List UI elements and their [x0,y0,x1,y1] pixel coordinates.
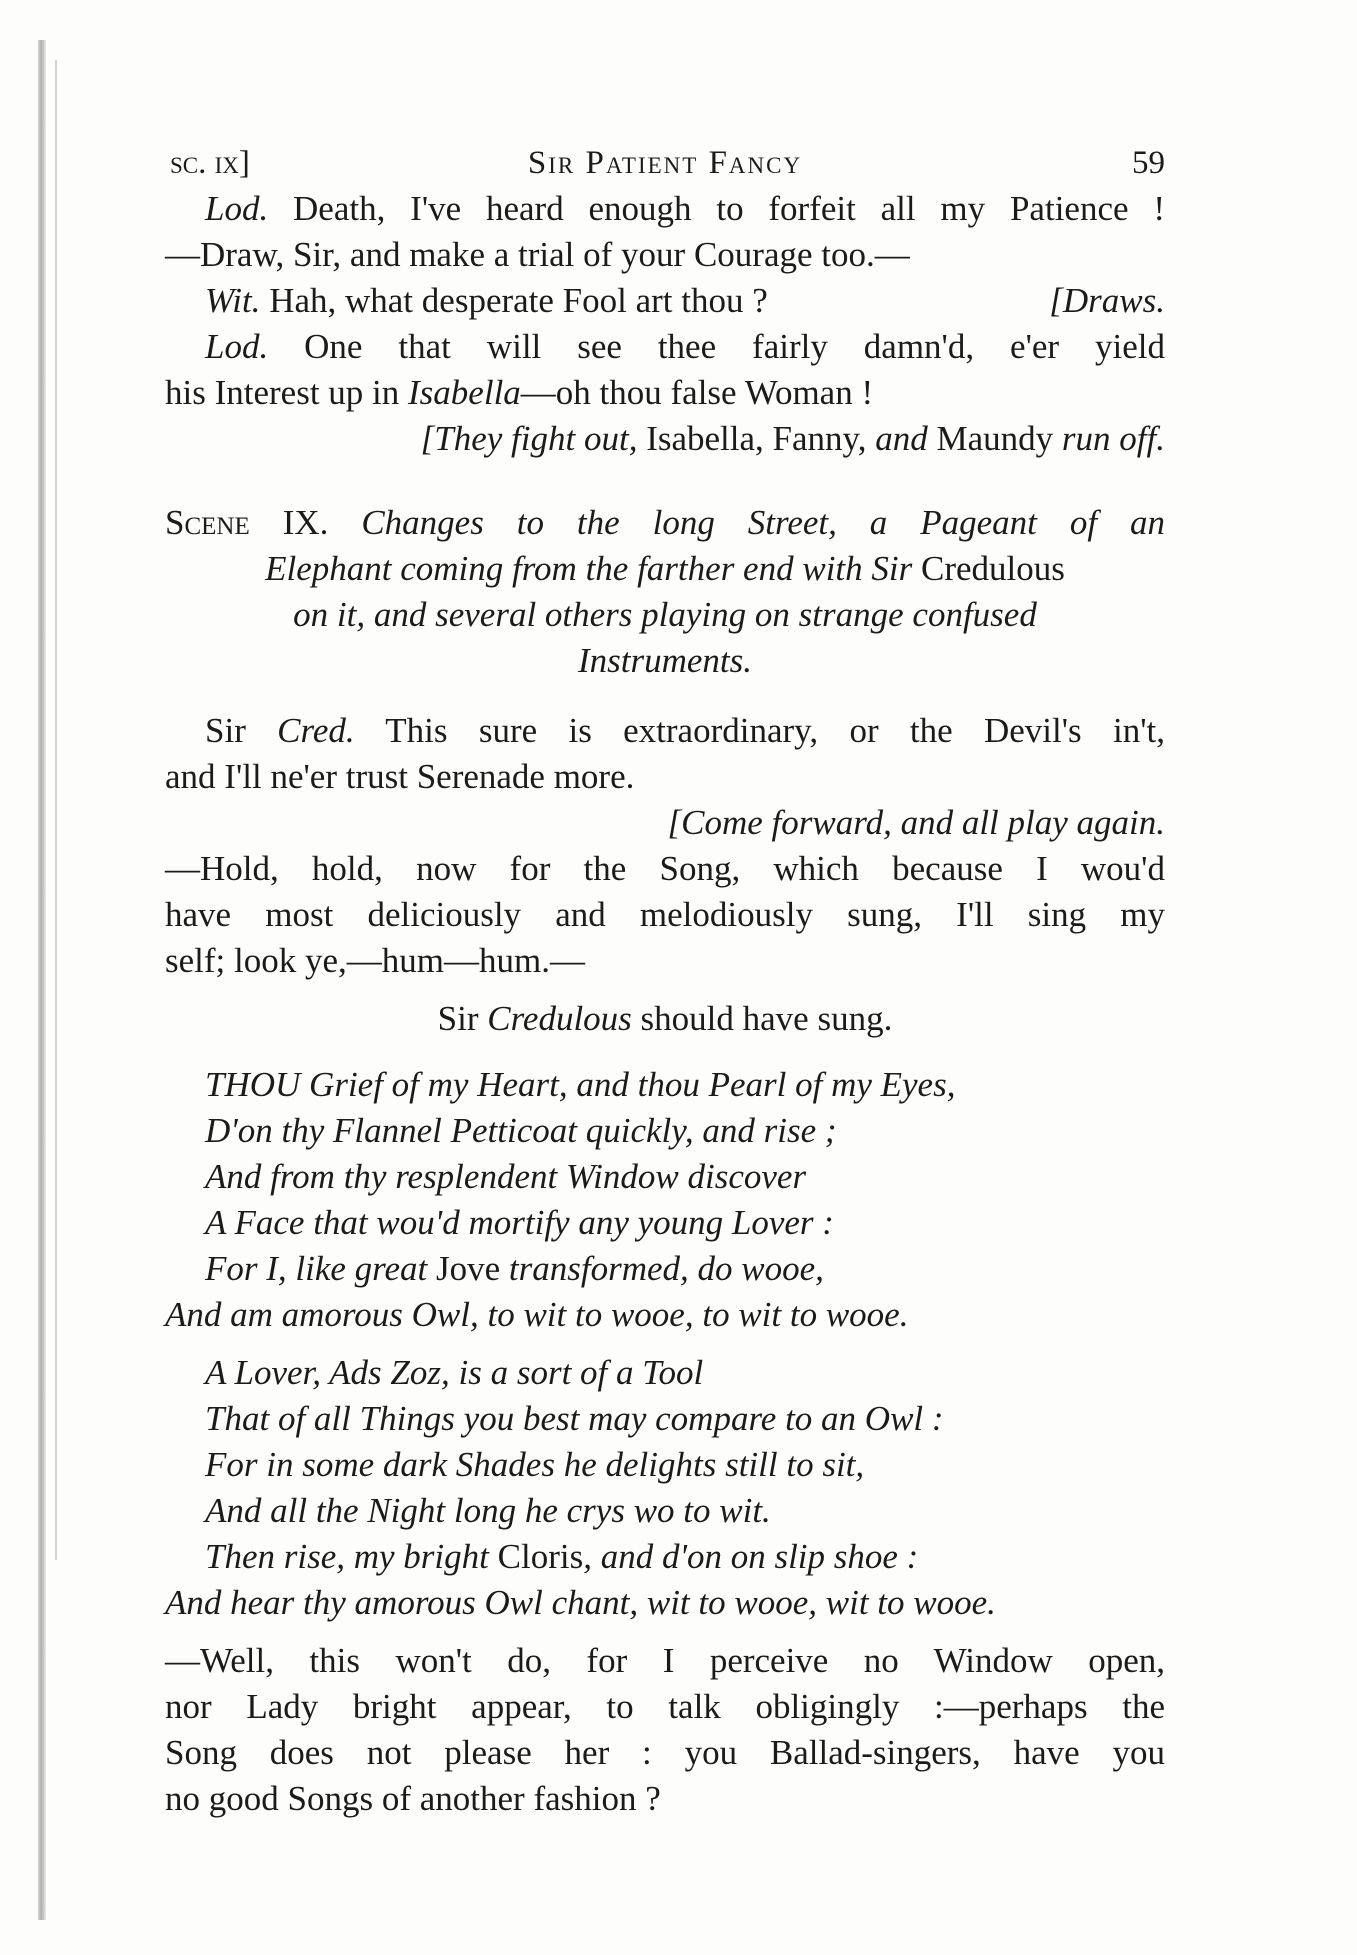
line-text: Death, I've heard enough to forfeit all my Patience ! [268,189,1165,228]
song-refrain: And hear thy amorous Owl chant, wit to wooe, wit to wooe. [165,1583,996,1622]
speaker-name: Lod. [205,189,269,228]
song-line: D'on thy Flannel Petticoat quickly, and rise ; [205,1111,837,1150]
line-text: Then rise, my bright [205,1537,498,1576]
dialogue-line [165,278,1165,324]
line-text: One that will see thee fairly damn'd, e'er yield [268,327,1165,366]
speech-line: have most deliciously and melodiously sung, I'll sing my [165,895,1165,934]
speech-line: nor Lady bright appear, to talk obligingly :—perhaps the [165,1687,1165,1726]
song-stanza-2 [165,1350,1165,1626]
scene-label: Scene [165,503,250,542]
character-name: Jove [436,1249,501,1288]
character-names: Isabella, Fanny, [646,419,876,458]
character-name: Isabella [408,373,521,412]
speech-line: —Hold, hold, now for the Song, which because I wou'd [165,849,1165,888]
dialogue-line: —Draw, Sir, and make a trial of your Courage too.— [165,235,910,274]
stage-direction: and [875,419,937,458]
song-line: And all the Night long he crys wo to wit. [205,1491,771,1530]
scene-number: IX. [249,503,329,542]
page-number: 59 [1132,145,1165,181]
stage-direction: run off. [1061,419,1165,458]
dialogue-top [165,186,1165,462]
character-name: Maundy [936,419,1062,458]
song-note [165,996,1165,1042]
dialogue-line [165,324,1165,370]
song-line [165,1534,1165,1580]
stage-direction-line [165,416,1165,462]
book-page [165,140,1165,1822]
speech-line [165,708,1165,754]
speaker-name: Cred. [277,711,355,750]
line-text: —oh thou false Woman ! [520,373,874,412]
line-text: For I, like great [205,1249,437,1288]
scene-description: Changes to the long Street, a Pageant of an [328,503,1165,542]
song-line: A Face that wou'd mortify any young Lover : [205,1203,834,1242]
speech-credulous [165,708,1165,984]
page-binding-shadow [38,40,46,1920]
song-line: For in some dark Shades he delights still to sit, [205,1445,865,1484]
closing-speech [165,1638,1165,1822]
page-binding-line [55,60,57,1560]
dialogue-line [165,370,1165,416]
dialogue-line [165,186,1165,232]
speech-line: —Well, this won't do, for I perceive no Window open, [165,1641,1165,1680]
line-text: , and d'on on slip shoe : [583,1537,919,1576]
character-name: Credulous [920,549,1065,588]
line-text: This sure is extraordinary, or the Devil's in't, [354,711,1165,750]
song-stanza-1 [165,1062,1165,1338]
character-name: Cloris [497,1537,584,1576]
scene-heading-line: Instruments. [577,641,753,680]
scene-heading [165,500,1165,684]
speech-line: no good Songs of another fashion ? [165,1779,661,1818]
running-title: Sir Patient Fancy [527,145,803,181]
stage-direction: [They fight out, [420,419,647,458]
stage-direction: [Draws. [1049,281,1165,320]
speaker-name: Lod. [205,327,269,366]
speech-line: self; look ye,—hum—hum.— [165,941,585,980]
character-name: Credulous [487,999,632,1038]
running-header [165,140,1165,186]
speaker-name: Wit. [205,281,261,320]
song-line: And from thy resplendent Window discover [205,1157,807,1196]
line-text: Sir [205,711,278,750]
line-text: transformed, do wooe, [500,1249,824,1288]
song-line: A Lover, Ads Zoz, is a sort of a Tool [205,1353,704,1392]
scene-description: Elephant coming from the farther end with Sir [265,549,921,588]
scene-heading-line: on it, and several others playing on strange confused [293,595,1037,634]
song-line [165,1246,1165,1292]
scene-heading-line [165,500,1165,546]
scene-marker: sc. ix] [170,145,250,181]
stage-direction: [Come forward, and all play again. [667,803,1165,842]
song-line: That of all Things you best may compare to an Owl : [205,1399,944,1438]
song-refrain: And am amorous Owl, to wit to wooe, to wit to wooe. [165,1295,909,1334]
song-line: THOU Grief of my Heart, and thou Pearl of my Eyes, [205,1065,956,1104]
line-text: should have sung. [631,999,893,1038]
scene-heading-line [165,546,1165,592]
speech-line: and I'll ne'er trust Serenade more. [165,757,635,796]
line-text: Sir [437,999,488,1038]
line-text: his Interest up in [165,373,409,412]
speech-line: Song does not please her : you Ballad-singers, have you [165,1733,1165,1772]
line-text: Hah, what desperate Fool art thou ? [260,281,768,320]
